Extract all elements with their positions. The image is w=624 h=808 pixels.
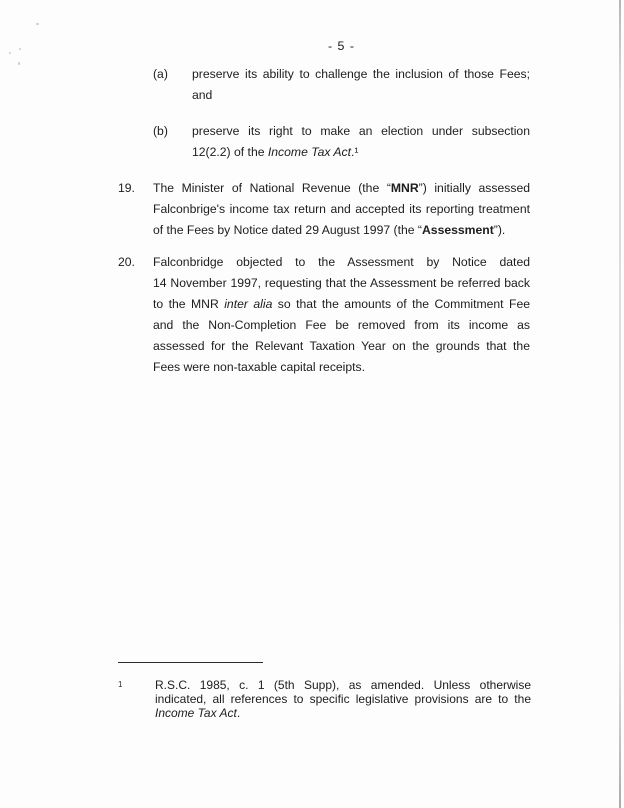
text-line: and: [192, 88, 213, 102]
scan-speckle: [18, 62, 20, 65]
text-line: preserve its right to make an election under subsection: [192, 124, 530, 138]
list-item-marker: (a): [153, 67, 168, 81]
scan-artifact-line: [619, 0, 621, 808]
paragraph-number: 19.: [118, 181, 135, 195]
paragraph-text: [153, 178, 530, 241]
text-line: assessed for the Relevant Taxation Year on the grounds that the: [153, 339, 530, 353]
paragraph-20: [118, 252, 530, 378]
text-line: Falconbridge objected to the Assessment by Notice dated: [153, 255, 530, 269]
text-line: and the Non-Completion Fee be removed from its income as: [153, 318, 530, 332]
scan-speckle: [9, 52, 11, 54]
text-line: 14 November 1997, requesting that the Assessment be referred back: [153, 276, 530, 290]
paragraph-19: [118, 178, 530, 241]
text-line: of the Fees by Notice dated 29 August 1997 (the “Assessment”).: [153, 223, 506, 237]
text-line: Falconbrige's income tax return and accepted its reporting treatment: [153, 202, 530, 216]
text-line: Income Tax Act.: [155, 705, 241, 720]
text-line: The Minister of National Revenue (the “MNR”) initially assessed: [153, 181, 530, 195]
text-line: Fees were non-taxable capital receipts.: [153, 360, 366, 374]
footnote-separator-rule: [118, 662, 263, 663]
list-item-b: [153, 121, 530, 163]
list-item-marker: (b): [153, 124, 168, 138]
paragraph-text: [153, 252, 530, 378]
footnote-text: [155, 679, 531, 720]
paragraph-number: 20.: [118, 255, 135, 269]
text-line: to the MNR inter alia so that the amounts of the Commitment Fee: [153, 297, 531, 311]
scan-speckle: [19, 48, 21, 50]
footnote-marker: 1: [118, 680, 123, 689]
scan-speckle: [36, 23, 39, 25]
text-line: preserve its ability to challenge the inclusion of those Fees;: [192, 67, 530, 81]
list-item-text: [192, 64, 530, 106]
footnote: [118, 679, 531, 720]
page-number: - 5 -: [327, 39, 356, 53]
list-item-text: [192, 121, 530, 163]
text-line: indicated, all references to specific legislative provisions are to the: [155, 691, 531, 706]
footnote-section: [118, 662, 531, 720]
text-line: 12(2.2) of the Income Tax Act.¹: [192, 145, 359, 159]
document-body: [118, 64, 530, 378]
list-item-a: [153, 64, 530, 106]
text-line: R.S.C. 1985, c. 1 (5th Supp), as amended. Unless otherwise: [155, 678, 531, 692]
